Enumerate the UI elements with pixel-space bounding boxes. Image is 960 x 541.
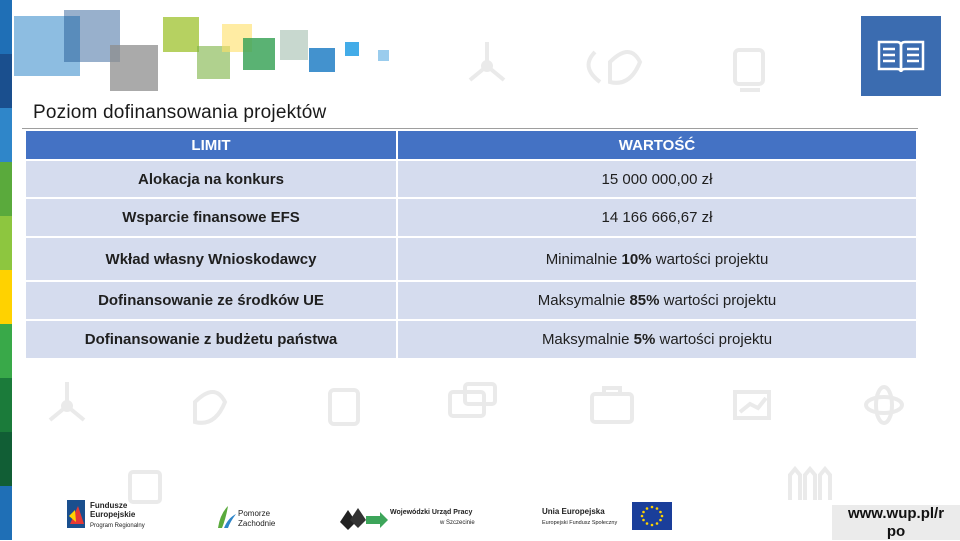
wind-turbine-icon [50, 382, 84, 420]
value-text: 15 000 000,00 zł [601, 170, 713, 188]
tram-icon [735, 50, 763, 90]
title-divider [22, 128, 918, 129]
value-text: Maksymalnie [537, 292, 630, 309]
limit-cell: Wsparcie finansowe EFS [26, 197, 396, 236]
value-text: 14 166 666,67 zł [601, 209, 713, 226]
logo-fundusze-line2: Europejskie [90, 510, 136, 519]
logo-pomorze-line1: Pomorze [238, 509, 271, 518]
wind-turbine-icon [470, 42, 504, 80]
limit-cell: Dofinansowanie ze środków UE [26, 280, 396, 319]
logo-pomorze-zachodnie [214, 500, 284, 532]
tram-icon [330, 390, 358, 424]
funding-table [26, 131, 916, 358]
fence-icon [790, 469, 830, 500]
value-cell [396, 236, 916, 280]
column-header-value: WARTOŚĆ [396, 131, 916, 159]
value-percent: 85% [629, 292, 660, 309]
logo-ue-line1: Unia Europejska [542, 507, 605, 516]
limit-cell: Alokacja na konkurs [26, 159, 396, 197]
leaf-icon [195, 392, 225, 423]
book-icon [861, 16, 941, 96]
value-text: Maksymalnie [541, 331, 634, 348]
value-text: wartości projektu [651, 250, 769, 268]
table-row [26, 280, 916, 319]
logo-fundusze-line3: Program Regionalny [90, 523, 145, 529]
logo-pomorze-line2: Zachodnie [238, 519, 276, 528]
logo-fundusze-line1: Fundusze [90, 501, 128, 510]
logo-wup-line2: w Szczecinie [440, 520, 475, 526]
website-link[interactable] [832, 505, 960, 540]
briefcase-icon [592, 388, 632, 422]
table-row [26, 197, 916, 236]
value-cell [396, 197, 916, 236]
logo-wup-szczecin [338, 500, 480, 532]
table-row [26, 236, 916, 280]
value-cell [396, 280, 916, 319]
value-percent: 5% [633, 331, 656, 348]
presentation-icon [735, 392, 769, 418]
value-text: wartości projektu [655, 331, 773, 348]
table-body [26, 159, 916, 358]
table-header-row [26, 131, 916, 159]
value-percent: 10% [621, 250, 652, 268]
slide-title: Poziom dofinansowania projektów [33, 102, 327, 123]
logo-unia-europejska [540, 500, 676, 532]
limit-cell: Wkład własny Wnioskodawcy [26, 236, 396, 280]
logo-ue-line2: Europejski Fundusz Społeczny [542, 520, 618, 526]
logo-fundusze-europejskie [66, 496, 158, 532]
logo-wup-line1: Wojewódzki Urząd Pracy [390, 509, 473, 516]
table-row [26, 159, 916, 197]
value-text: Minimalnie [545, 250, 622, 268]
table-row [26, 319, 916, 358]
leaf-icon [589, 52, 640, 83]
value-cell [396, 319, 916, 358]
value-text: wartości projektu [659, 292, 777, 309]
website-text[interactable]: www.wup.pl/r po [847, 505, 945, 540]
value-cell [396, 159, 916, 197]
chat-icon [450, 384, 495, 416]
limit-cell: Dofinansowanie z budżetu państwa [26, 319, 396, 358]
atom-icon [866, 387, 902, 423]
column-header-limit: LIMIT [26, 131, 396, 159]
book-icon-tile [861, 16, 941, 96]
